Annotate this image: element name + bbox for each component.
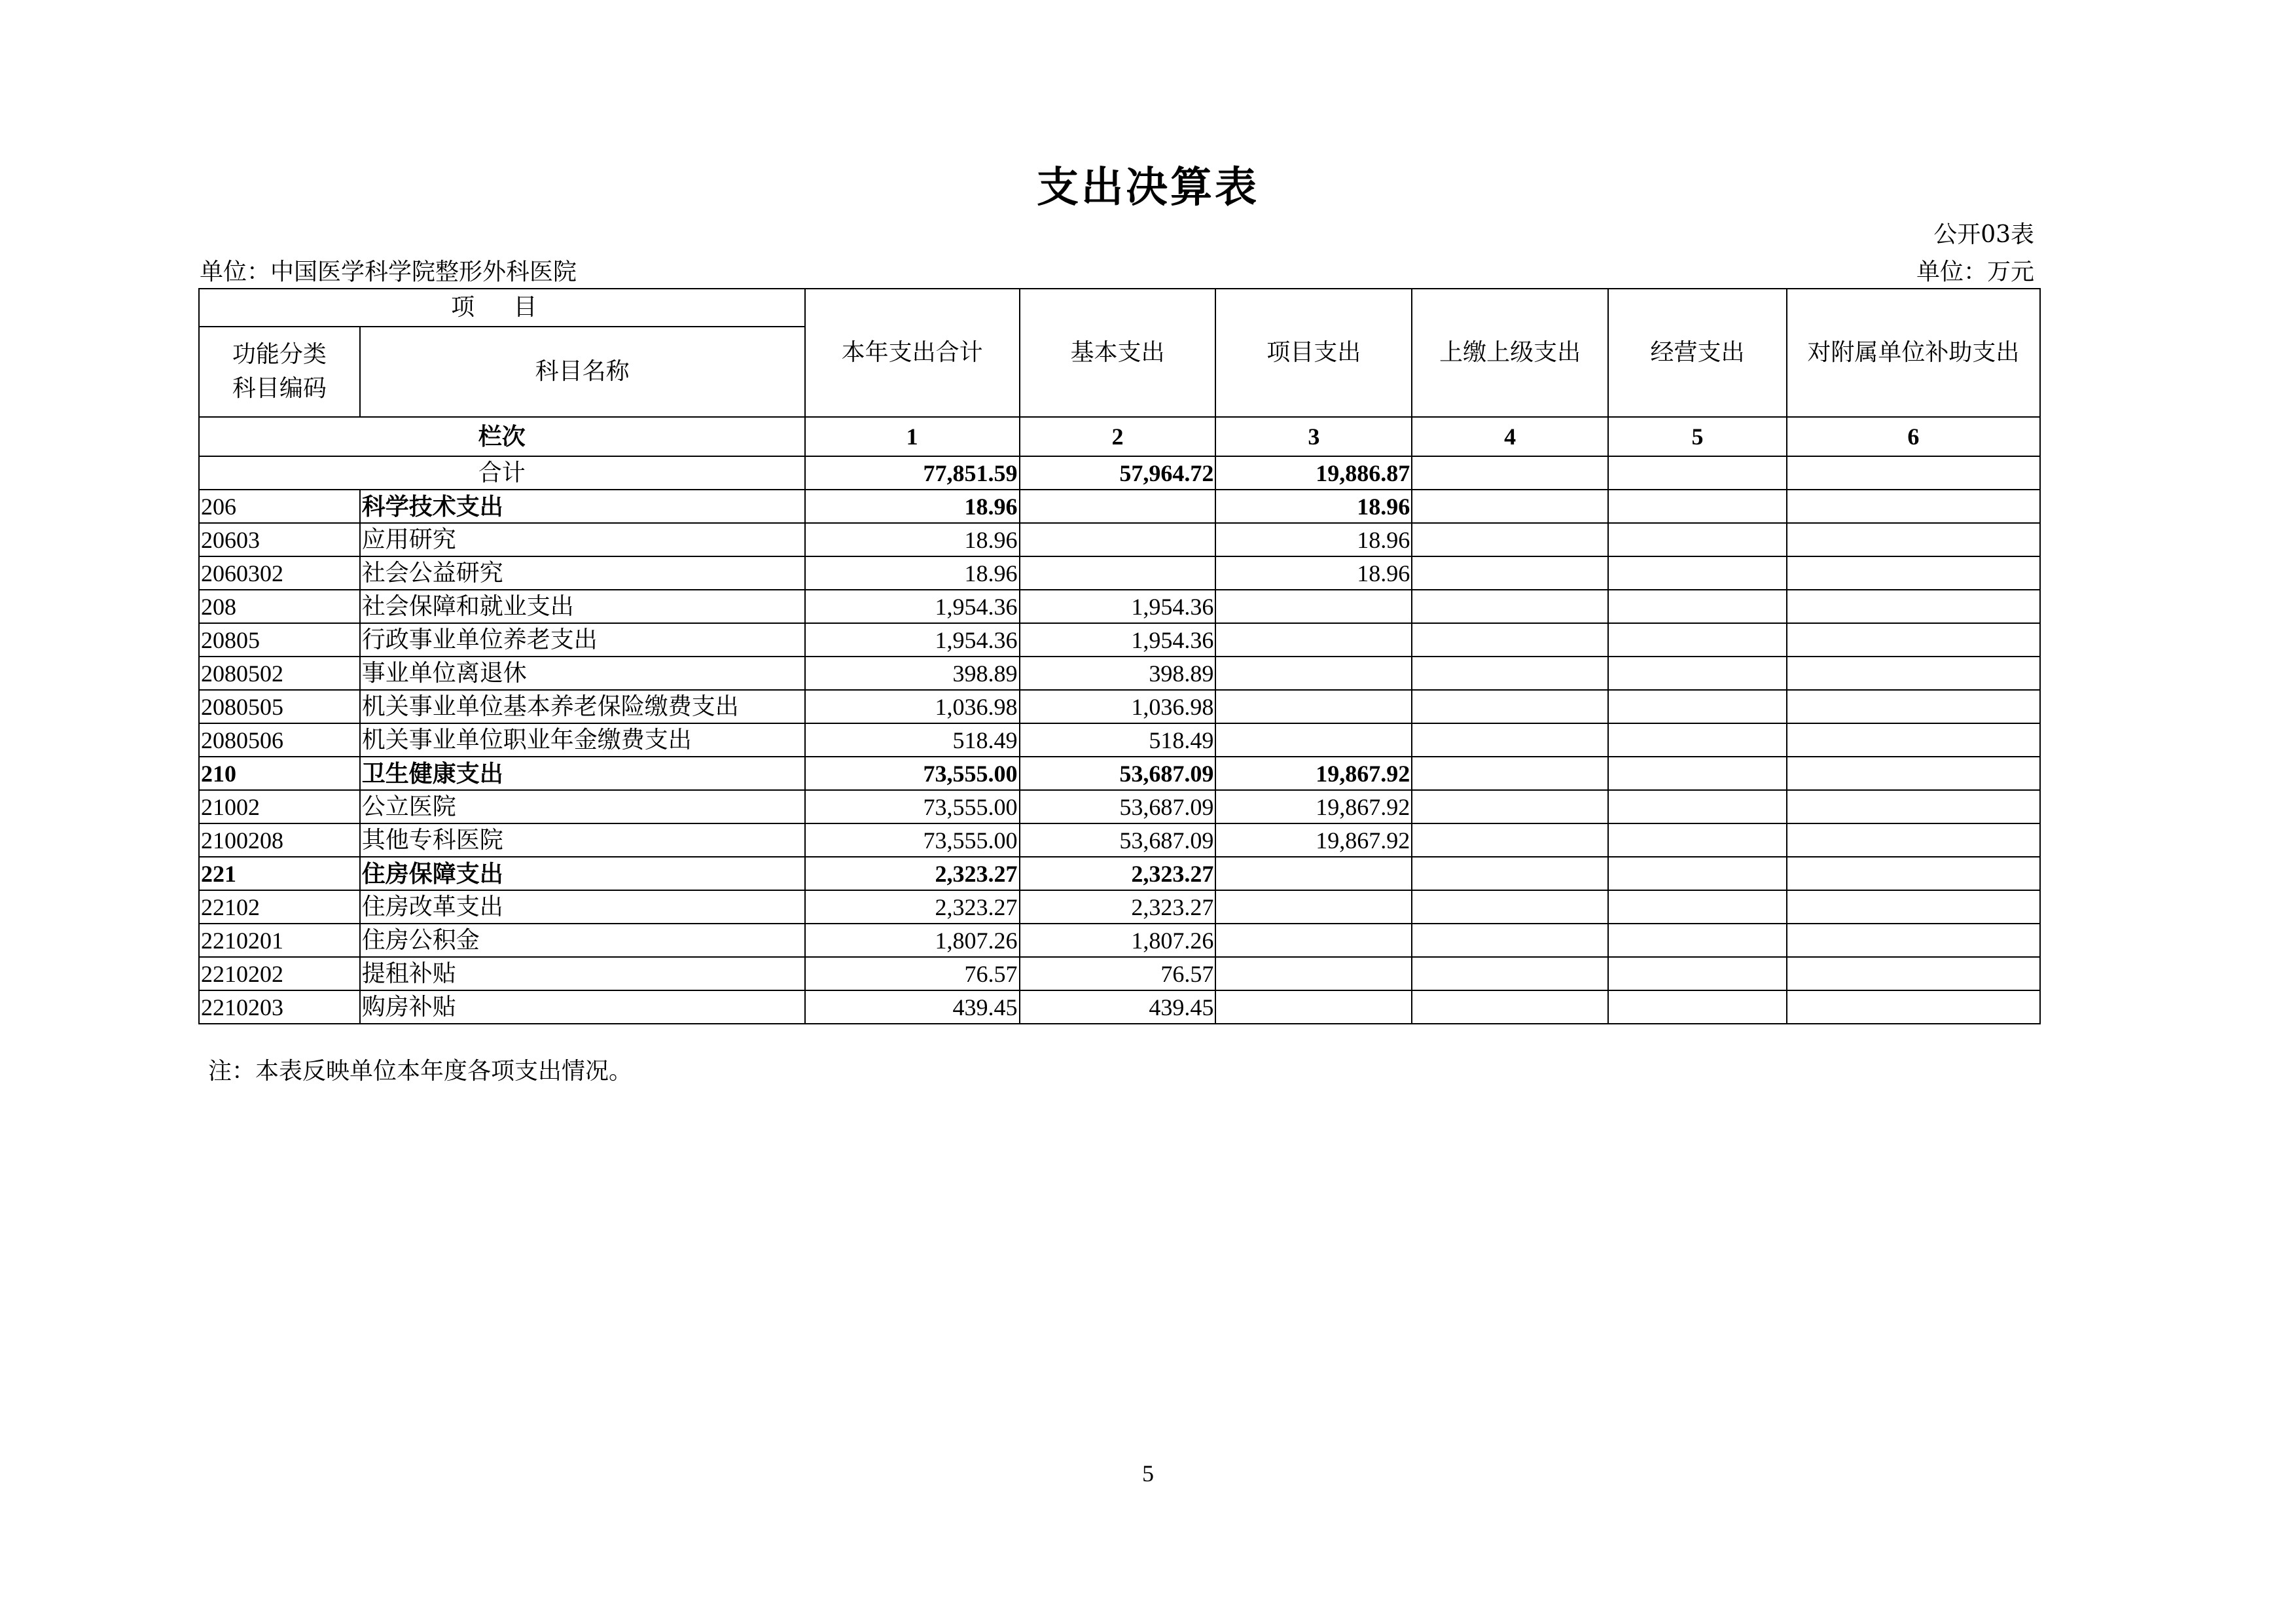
total-value	[1412, 456, 1608, 490]
row-value	[1608, 857, 1787, 890]
header-name: 科目名称	[360, 327, 805, 417]
row-value	[1608, 990, 1787, 1024]
row-value: 398.89	[805, 657, 1020, 690]
row-value: 18.96	[1215, 523, 1412, 556]
total-value: 77,851.59	[805, 456, 1020, 490]
row-value: 73,555.00	[805, 790, 1020, 823]
row-value	[1608, 556, 1787, 590]
row-value	[1215, 623, 1412, 657]
index-cell: 5	[1608, 417, 1787, 456]
header-basic: 基本支出	[1020, 289, 1216, 417]
header-code	[199, 327, 360, 417]
row-code: 221	[199, 857, 360, 890]
row-code: 21002	[199, 790, 360, 823]
row-code: 20805	[199, 623, 360, 657]
row-value	[1215, 857, 1412, 890]
row-value	[1412, 890, 1608, 924]
row-name: 提租补贴	[360, 957, 805, 990]
row-code: 2080505	[199, 690, 360, 723]
table-row	[199, 957, 2040, 990]
row-value	[1412, 957, 1608, 990]
row-value: 18.96	[1215, 490, 1412, 523]
table-row	[199, 857, 2040, 890]
row-value	[1787, 490, 2040, 523]
row-value: 1,954.36	[805, 590, 1020, 623]
row-name: 其他专科医院	[360, 823, 805, 857]
row-name: 应用研究	[360, 523, 805, 556]
row-code: 206	[199, 490, 360, 523]
row-value	[1608, 590, 1787, 623]
row-value	[1608, 690, 1787, 723]
row-value	[1787, 757, 2040, 790]
row-value	[1215, 990, 1412, 1024]
row-value: 19,867.92	[1215, 790, 1412, 823]
organization-unit: 单位：中国医学科学院整形外科医院	[200, 259, 577, 285]
row-value	[1412, 623, 1608, 657]
row-code: 2060302	[199, 556, 360, 590]
row-value	[1412, 723, 1608, 757]
row-value: 518.49	[1020, 723, 1216, 757]
row-name: 购房补贴	[360, 990, 805, 1024]
row-value	[1412, 990, 1608, 1024]
row-value	[1608, 890, 1787, 924]
row-value: 518.49	[805, 723, 1020, 757]
row-value	[1787, 790, 2040, 823]
row-value: 76.57	[1020, 957, 1216, 990]
expenditure-table	[198, 288, 2041, 1024]
row-name: 社会公益研究	[360, 556, 805, 590]
row-value	[1215, 657, 1412, 690]
row-value	[1787, 523, 2040, 556]
header-code-text: 功能分类科目编码	[232, 341, 327, 402]
page-number: 5	[1142, 1460, 1154, 1487]
table-row	[199, 723, 2040, 757]
row-code: 22102	[199, 890, 360, 924]
row-value	[1787, 857, 2040, 890]
row-value: 1,807.26	[1020, 924, 1216, 957]
table-row	[199, 890, 2040, 924]
row-value	[1215, 590, 1412, 623]
row-value	[1020, 556, 1216, 590]
row-value	[1412, 657, 1608, 690]
row-name: 机关事业单位职业年金缴费支出	[360, 723, 805, 757]
row-code: 2080502	[199, 657, 360, 690]
currency-unit: 单位：万元	[1916, 259, 2034, 285]
row-value: 53,687.09	[1020, 823, 1216, 857]
table-row	[199, 990, 2040, 1024]
index-cell: 4	[1412, 417, 1608, 456]
header-project: 项目支出	[1215, 289, 1412, 417]
table-row	[199, 523, 2040, 556]
row-code: 210	[199, 757, 360, 790]
table-row	[199, 657, 2040, 690]
row-value	[1412, 924, 1608, 957]
total-value	[1608, 456, 1787, 490]
row-value: 1,807.26	[805, 924, 1020, 957]
row-value	[1020, 523, 1216, 556]
row-code: 2210202	[199, 957, 360, 990]
index-cell: 3	[1215, 417, 1412, 456]
row-value	[1412, 690, 1608, 723]
row-value: 18.96	[805, 490, 1020, 523]
row-value	[1787, 957, 2040, 990]
row-name: 机关事业单位基本养老保险缴费支出	[360, 690, 805, 723]
form-number: 公开03表	[1933, 221, 2034, 248]
table-row	[199, 924, 2040, 957]
total-value: 57,964.72	[1020, 456, 1216, 490]
row-value	[1412, 790, 1608, 823]
row-value	[1787, 623, 2040, 657]
index-cell: 1	[805, 417, 1020, 456]
row-value	[1215, 890, 1412, 924]
row-value	[1787, 690, 2040, 723]
row-value	[1608, 924, 1787, 957]
row-code: 208	[199, 590, 360, 623]
row-value: 19,867.92	[1215, 757, 1412, 790]
row-value: 19,867.92	[1215, 823, 1412, 857]
row-value	[1608, 490, 1787, 523]
row-value	[1412, 556, 1608, 590]
row-value: 1,954.36	[1020, 623, 1216, 657]
row-code: 2210201	[199, 924, 360, 957]
table-row	[199, 490, 2040, 523]
row-name: 住房改革支出	[360, 890, 805, 924]
total-row	[199, 456, 2040, 490]
row-value: 76.57	[805, 957, 1020, 990]
table-row	[199, 823, 2040, 857]
row-value: 53,687.09	[1020, 757, 1216, 790]
row-value	[1215, 924, 1412, 957]
table-row	[199, 790, 2040, 823]
row-value: 1,954.36	[805, 623, 1020, 657]
index-label: 栏次	[199, 417, 805, 456]
row-code: 2100208	[199, 823, 360, 857]
table-row	[199, 757, 2040, 790]
row-value	[1787, 723, 2040, 757]
row-value	[1020, 490, 1216, 523]
row-value: 18.96	[1215, 556, 1412, 590]
row-value	[1412, 823, 1608, 857]
row-name: 事业单位离退休	[360, 657, 805, 690]
index-cell: 6	[1787, 417, 2040, 456]
row-value	[1412, 523, 1608, 556]
row-value	[1787, 657, 2040, 690]
row-value: 2,323.27	[1020, 857, 1216, 890]
header-total: 本年支出合计	[805, 289, 1020, 417]
row-value: 2,323.27	[805, 857, 1020, 890]
row-name: 住房保障支出	[360, 857, 805, 890]
row-value: 73,555.00	[805, 823, 1020, 857]
row-name: 卫生健康支出	[360, 757, 805, 790]
row-value: 398.89	[1020, 657, 1216, 690]
row-code: 2080506	[199, 723, 360, 757]
row-value: 1,036.98	[1020, 690, 1216, 723]
index-cell: 2	[1020, 417, 1216, 456]
row-value: 73,555.00	[805, 757, 1020, 790]
row-value	[1608, 790, 1787, 823]
row-value: 439.45	[805, 990, 1020, 1024]
row-value: 439.45	[1020, 990, 1216, 1024]
row-value: 1,954.36	[1020, 590, 1216, 623]
total-label: 合计	[199, 456, 805, 490]
row-value	[1215, 957, 1412, 990]
table-row	[199, 556, 2040, 590]
row-name: 公立医院	[360, 790, 805, 823]
total-value	[1787, 456, 2040, 490]
row-value	[1608, 623, 1787, 657]
row-value	[1787, 890, 2040, 924]
row-value: 18.96	[805, 523, 1020, 556]
row-name: 科学技术支出	[360, 490, 805, 523]
row-code: 20603	[199, 523, 360, 556]
row-value: 53,687.09	[1020, 790, 1216, 823]
row-value: 1,036.98	[805, 690, 1020, 723]
row-code: 2210203	[199, 990, 360, 1024]
row-value	[1412, 490, 1608, 523]
header-business: 经营支出	[1608, 289, 1787, 417]
row-name: 行政事业单位养老支出	[360, 623, 805, 657]
row-value	[1608, 823, 1787, 857]
row-value	[1412, 590, 1608, 623]
table-row	[199, 690, 2040, 723]
row-value: 2,323.27	[1020, 890, 1216, 924]
row-value	[1787, 823, 2040, 857]
table-row	[199, 623, 2040, 657]
header-item: 项 目	[199, 289, 805, 327]
row-value	[1608, 957, 1787, 990]
header-upper: 上缴上级支出	[1412, 289, 1608, 417]
page-title: 支出决算表	[1037, 164, 1259, 212]
row-value	[1412, 757, 1608, 790]
row-value	[1787, 990, 2040, 1024]
row-value	[1608, 523, 1787, 556]
row-value	[1215, 690, 1412, 723]
header-subsidy: 对附属单位补助支出	[1787, 289, 2040, 417]
row-value	[1608, 657, 1787, 690]
row-value	[1412, 857, 1608, 890]
row-value	[1787, 590, 2040, 623]
row-value: 2,323.27	[805, 890, 1020, 924]
row-value	[1787, 924, 2040, 957]
row-value	[1215, 723, 1412, 757]
table-row	[199, 590, 2040, 623]
row-name: 社会保障和就业支出	[360, 590, 805, 623]
row-name: 住房公积金	[360, 924, 805, 957]
row-value: 18.96	[805, 556, 1020, 590]
row-value	[1787, 556, 2040, 590]
table-note: 注：本表反映单位本年度各项支出情况。	[208, 1058, 633, 1085]
row-value	[1608, 757, 1787, 790]
total-value: 19,886.87	[1215, 456, 1412, 490]
row-value	[1608, 723, 1787, 757]
